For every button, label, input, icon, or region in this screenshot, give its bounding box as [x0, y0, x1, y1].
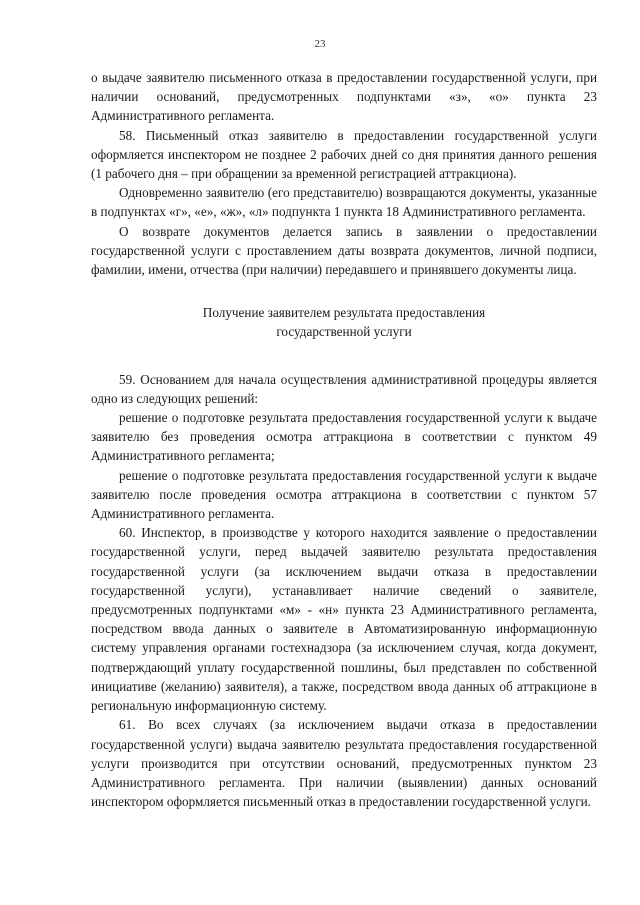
page-number: 23: [314, 38, 326, 50]
document-body: [91, 68, 597, 811]
paragraph-58: 58. Письменный отказ заявителю в предоставлении государственной услуги оформляется инспектором не позднее 2 рабочих дней со дня принятия данного решения (1 рабочего дня – при обращении за временной регистрацией аттракциона).: [91, 127, 597, 182]
paragraph-59: 59. Основанием для начала осуществления административной процедуры является одно из следующих решений:: [91, 371, 597, 406]
paragraph-decision-without-inspection: решение о подготовке результата предоставления государственной услуги к выдаче заявителю без проведения осмотра аттракциона в соответствии с пунктом 49 Административного регламента;: [91, 410, 597, 464]
section-heading: [91, 303, 597, 341]
section-heading-line2: государственной услуги: [276, 324, 412, 340]
paragraph-decision-after-inspection: решение о подготовке результата предоставления государственной услуги к выдаче заявителю после проведения осмотра аттракциона в соответствии с пунктом 57 Административного регламента.: [91, 467, 597, 522]
paragraph-61: 61. Во всех случаях (за исключением выдачи отказа в предоставлении государственной услуги) выдача заявителю результата предоставления государственной услуги производится при отсутствии оснований, предусмотренных пунктом 23 Административного регламента. При наличии (выявлении) данных оснований инспектором оформляется письменный отказ в предоставлении государственной услуги.: [91, 717, 597, 810]
paragraph-60: 60. Инспектор, в производстве у которого находится заявление о предоставлении государственной услуги, перед выдачей заявителю результата предоставления государственной услуги (за исключением выдачи отказа в предоставлении государственной услуги), устанавливает наличие сведений о заявителе, предусмотренных подпунктами «м» - «н» пункта 23 Административного регламента, посредством ввода данных о заявителе в Автоматизированную информационную систему управления органами гостехнадзора (за исключением случая, когда документ, подтверждающий уплату государственной пошлины, был представлен по собственной инициативе (желанию) заявителя), а также, посредством ввода данных об аттракционе в региональную информационную систему.: [91, 525, 597, 714]
paragraph-return-record: О возврате документов делается запись в заявлении о предоставлении государственной услуги с проставлением даты возврата документов, личной подписи, фамилии, имени, отчества (при наличии) передавшего и принявшего документы лица.: [91, 223, 597, 278]
section-heading-line1: Получение заявителем результата предоставления: [202, 305, 486, 321]
paragraph-continuation: о выдаче заявителю письменного отказа в предоставлении государственной услуги, при наличии оснований, предусмотренных подпунктами «з», «о» пункта 23 Административного регламента.: [91, 70, 597, 124]
paragraph-documents-returned: Одновременно заявителю (его представителю) возвращаются документы, указанные в подпунктах «г», «е», «ж», «л» подпункта 1 пункта 18 Административного регламента.: [91, 185, 597, 220]
